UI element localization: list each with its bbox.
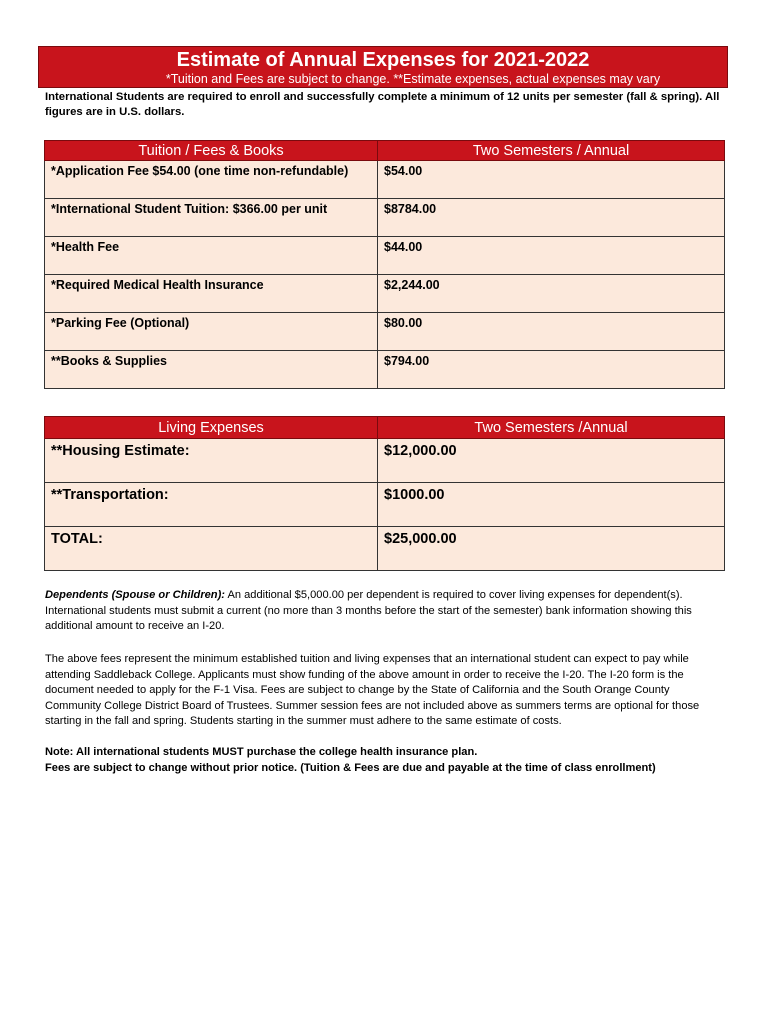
fee-item: *Required Medical Health Insurance bbox=[45, 275, 378, 313]
notes-block bbox=[45, 745, 725, 776]
dependents-text: An additional $5,000.00 per dependent is required to cover living expenses for dependent(s). International students must submit a current (no more than 3 months before the start of the semester) bank information showing this additional amount to receive an I-20. bbox=[45, 589, 692, 633]
total-amount: $25,000.00 bbox=[378, 527, 725, 571]
fee-amount: $44.00 bbox=[378, 237, 725, 275]
title-banner bbox=[38, 46, 728, 88]
column-header-amount: Two Semesters / Annual bbox=[378, 141, 725, 161]
page-subtitle: *Tuition and Fees are subject to change. **Estimate expenses, actual expenses may vary bbox=[165, 72, 661, 86]
fees-paragraph: The above fees represent the minimum established tuition and living expenses that an international student can expect to pay while attending Saddleback College. Applicants must show funding of the above amount in order to receive the I-20. The I-20 form is the document needed to apply for the F-1 Visa. Fees are subject to change by the State of California and the South Orange County Community College District Board of Trustees. Summer session fees are not included above as summers terms are optional for those starting in the fall and spring. Students starting in the summer must adhere to the same estimate of costs. bbox=[45, 653, 700, 728]
table-row bbox=[45, 237, 725, 275]
expense-item: **Transportation: bbox=[45, 483, 378, 527]
table-header-row bbox=[45, 417, 725, 439]
table-row bbox=[45, 275, 725, 313]
fee-amount: $8784.00 bbox=[378, 199, 725, 237]
table-row bbox=[45, 483, 725, 527]
column-header-amount: Two Semesters /Annual bbox=[378, 417, 725, 439]
tuition-fees-table bbox=[44, 140, 725, 389]
expense-item: **Housing Estimate: bbox=[45, 439, 378, 483]
expense-amount: $12,000.00 bbox=[378, 439, 725, 483]
fee-item: *Health Fee bbox=[45, 237, 378, 275]
insurance-note: Note: All international students MUST purchase the college health insurance plan. bbox=[45, 746, 478, 758]
page-title: Estimate of Annual Expenses for 2021-2022 bbox=[176, 49, 590, 71]
table-header-row bbox=[45, 141, 725, 161]
fee-amount: $54.00 bbox=[378, 161, 725, 199]
table-row bbox=[45, 313, 725, 351]
table-row bbox=[45, 199, 725, 237]
column-header-item: Tuition / Fees & Books bbox=[45, 141, 378, 161]
dependents-label: Dependents (Spouse or Children): bbox=[45, 589, 225, 601]
fee-amount: $80.00 bbox=[378, 313, 725, 351]
fee-item: *Application Fee $54.00 (one time non-refundable) bbox=[45, 161, 378, 199]
fee-item: *International Student Tuition: $366.00 per unit bbox=[45, 199, 378, 237]
total-row bbox=[45, 527, 725, 571]
table-row bbox=[45, 439, 725, 483]
fee-amount: $794.00 bbox=[378, 351, 725, 389]
fee-amount: $2,244.00 bbox=[378, 275, 725, 313]
table-row bbox=[45, 161, 725, 199]
fee-item: *Parking Fee (Optional) bbox=[45, 313, 378, 351]
fee-item: **Books & Supplies bbox=[45, 351, 378, 389]
table-row bbox=[45, 351, 725, 389]
expense-amount: $1000.00 bbox=[378, 483, 725, 527]
total-label: TOTAL: bbox=[45, 527, 378, 571]
living-expenses-table bbox=[44, 416, 725, 571]
fee-change-note: Fees are subject to change without prior notice. (Tuition & Fees are due and payable at the time of class enrollment) bbox=[45, 761, 656, 774]
column-header-item: Living Expenses bbox=[45, 417, 378, 439]
dependents-paragraph bbox=[45, 588, 725, 635]
intro-text: International Students are required to enroll and successfully complete a minimum of 12 units per semester (fall & spring). All figures are in U.S. dollars. bbox=[45, 91, 720, 118]
